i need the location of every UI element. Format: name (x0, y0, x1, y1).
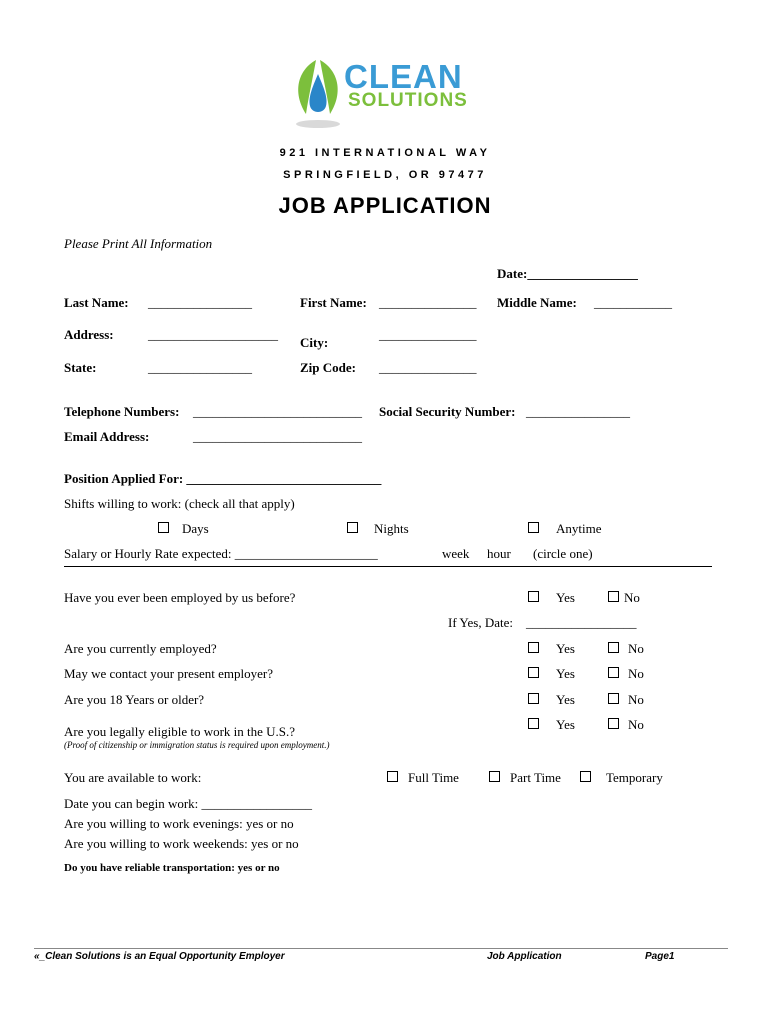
contact-employer-no-checkbox[interactable] (608, 667, 619, 678)
currently-employed-yes-label: Yes (556, 641, 575, 656)
legally-eligible-question: Are you legally eligible to work in the U.S.? (64, 724, 296, 739)
legally-eligible-no-checkbox[interactable] (608, 718, 619, 729)
city-label: City: (300, 335, 329, 350)
first-name-field[interactable]: _______________ (379, 295, 477, 310)
ssn-label: Social Security Number: (379, 404, 516, 419)
footer-document-name: Job Application (487, 951, 562, 962)
over-18-yes-label: Yes (556, 692, 575, 707)
salary-hour-option[interactable]: hour (487, 546, 511, 561)
nights-label: Nights (374, 521, 409, 536)
over-18-question: Are you 18 Years or older? (64, 692, 205, 707)
zip-label: Zip Code: (300, 360, 356, 375)
part-time-label: Part Time (510, 770, 561, 785)
start-date-field[interactable]: Date you can begin work: _________________ (64, 796, 313, 811)
date-field[interactable]: Date:_________________ (497, 266, 638, 281)
state-label: State: (64, 360, 97, 375)
anytime-checkbox[interactable] (528, 522, 539, 533)
middle-name-label: Middle Name: (497, 295, 577, 310)
contact-employer-no-label: No (628, 666, 644, 681)
contact-employer-question: May we contact your present employer? (64, 666, 274, 681)
over-18-yes-checkbox[interactable] (528, 693, 539, 704)
footer-page-number: Page1 (645, 951, 675, 962)
currently-employed-question: Are you currently employed? (64, 641, 217, 656)
first-name-label: First Name: (300, 295, 367, 310)
telephone-field[interactable]: __________________________ (193, 404, 362, 419)
address-line-2: SPRINGFIELD, OR 97477 (283, 169, 487, 181)
telephone-label: Telephone Numbers: (64, 404, 180, 419)
last-name-label: Last Name: (64, 295, 129, 310)
last-name-field[interactable]: ________________ (148, 295, 252, 310)
anytime-label: Anytime (556, 521, 602, 536)
salary-week-option[interactable]: week (442, 546, 470, 561)
city-field[interactable]: _______________ (379, 327, 477, 342)
contact-employer-yes-label: Yes (556, 666, 575, 681)
legally-eligible-yes-label: Yes (556, 717, 575, 732)
logo-text-clean: CLEAN (344, 58, 463, 95)
page-title: JOB APPLICATION (278, 193, 492, 218)
zip-field[interactable]: _______________ (379, 360, 477, 375)
part-time-checkbox[interactable] (489, 771, 500, 782)
proof-note: (Proof of citizenship or immigration status is required upon employment.) (64, 740, 330, 750)
company-logo (288, 52, 488, 142)
over-18-no-label: No (628, 692, 644, 707)
currently-employed-no-checkbox[interactable] (608, 642, 619, 653)
middle-name-field[interactable]: ____________ (594, 295, 672, 310)
state-field[interactable]: ________________ (148, 360, 252, 375)
contact-employer-yes-checkbox[interactable] (528, 667, 539, 678)
shifts-label: Shifts willing to work: (check all that apply) (64, 496, 295, 511)
address-field[interactable]: ____________________ (148, 327, 278, 342)
temporary-label: Temporary (606, 770, 663, 785)
email-field[interactable]: __________________________ (193, 429, 362, 444)
days-checkbox[interactable] (158, 522, 169, 533)
email-label: Email Address: (64, 429, 150, 444)
employed-before-yes-checkbox[interactable] (528, 591, 539, 602)
ssn-field[interactable]: ________________ (526, 404, 630, 419)
currently-employed-no-label: No (628, 641, 644, 656)
employed-before-no-label: No (624, 590, 640, 605)
nights-checkbox[interactable] (347, 522, 358, 533)
work-evenings-question: Are you willing to work evenings: yes or no (64, 816, 294, 831)
over-18-no-checkbox[interactable] (608, 693, 619, 704)
available-to-work-label: You are available to work: (64, 770, 202, 785)
salary-circle-note: (circle one) (533, 546, 593, 561)
full-time-checkbox[interactable] (387, 771, 398, 782)
employed-before-yes-label: Yes (556, 590, 575, 605)
days-label: Days (182, 521, 209, 536)
currently-employed-yes-checkbox[interactable] (528, 642, 539, 653)
instruction-text: Please Print All Information (64, 236, 213, 251)
full-time-label: Full Time (408, 770, 459, 785)
temporary-checkbox[interactable] (580, 771, 591, 782)
if-yes-date-label: If Yes, Date: (448, 615, 513, 630)
legally-eligible-no-label: No (628, 717, 644, 732)
section-divider (64, 566, 712, 567)
salary-field[interactable]: Salary or Hourly Rate expected: ______________________ (64, 546, 378, 561)
employed-before-question: Have you ever been employed by us before? (64, 590, 296, 605)
address-label: Address: (64, 327, 114, 342)
water-drop-leaf-icon (288, 52, 348, 132)
transportation-question: Do you have reliable transportation: yes or no (64, 862, 280, 874)
logo-text-solutions: SOLUTIONS (348, 90, 468, 111)
position-applied-field[interactable]: Position Applied For: ______________________________ (64, 471, 382, 486)
footer-divider (34, 948, 728, 949)
employed-before-no-checkbox[interactable] (608, 591, 619, 602)
if-yes-date-field[interactable]: _________________ (526, 615, 637, 630)
address-line-1: 921 INTERNATIONAL WAY (279, 147, 491, 159)
work-weekends-question: Are you willing to work weekends: yes or no (64, 836, 299, 851)
footer-equal-opportunity: «_Clean Solutions is an Equal Opportunity Employer (34, 951, 285, 962)
legally-eligible-yes-checkbox[interactable] (528, 718, 539, 729)
